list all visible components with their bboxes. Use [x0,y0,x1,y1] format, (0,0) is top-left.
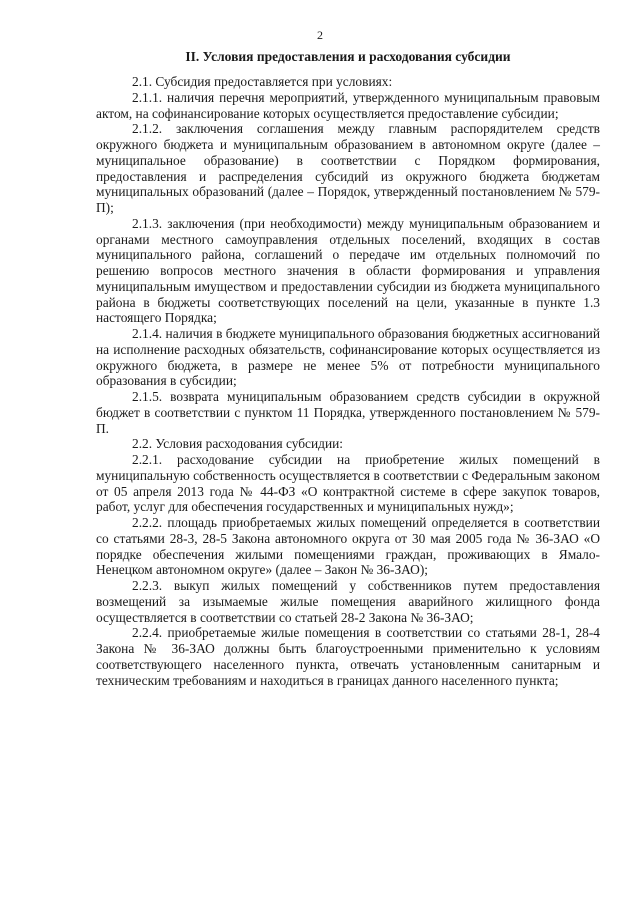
paragraph-2-2-4: 2.2.4. приобретаемые жилые помещения в соответствии со статьями 28-1, 28-4 Закона № 36-ЗАО должны быть благоустроенными применительно к условиям соответствующего населенного пункта, отвечать установленным санитарным и техническим требованиям и находиться в границах данного населенного пункта; [96,625,600,688]
paragraph-2-1-4: 2.1.4. наличия в бюджете муниципального образования бюджетных ассигнований на исполнение расходных обязательств, софинансирование которых осуществляется из окружного бюджета, в размере не менее 5% от потребности муниципального образования в субсидии; [96,326,600,389]
document-body [96,74,600,688]
paragraph-2-2: 2.2. Условия расходования субсидии: [132,436,344,452]
paragraph-2-2-2: 2.2.2. площадь приобретаемых жилых помещений определяется в соответствии со статьями 28-3, 28-5 Закона автономного округа от 30 мая 2005 года № 36-ЗАО «О порядке обеспечения жилыми помещениями граждан, проживающих в Ямало-Ненецком автономном округе» (далее – Закон № 36-ЗАО); [96,515,600,578]
paragraph-2-2-1: 2.2.1. расходование субсидии на приобретение жилых помещений в муниципальную собственность осуществляется в соответствии с Федеральным законом от 05 апреля 2013 года № 44-ФЗ «О контрактной системе в сфере закупок товаров, работ, услуг для обеспечения государственных и муниципальных нужд»; [96,452,600,515]
paragraph-2-1-2: 2.1.2. заключения соглашения между главным распорядителем средств окружного бюджета и муниципальным образованием в автономном округе (далее – муниципальное образование) в соответствии с Порядком формирования, предоставления и распределения субсидий из окружного бюджета бюджетам муниципальных образований (далее – Порядок, утвержденный постановлением № 579-П); [96,121,600,215]
paragraph-2-1-1: 2.1.1. наличия перечня мероприятий, утвержденного муниципальным правовым актом, на софинансирование которых осуществляется предоставление субсидии; [96,89,600,121]
paragraph-2-1: 2.1. Субсидия предоставляется при условиях: [132,74,393,89]
page-number: 2 [317,28,323,42]
section-title: II. Условия предоставления и расходования субсидии [185,49,511,64]
paragraph-2-1-5: 2.1.5. возврата муниципальным образованием средств субсидии в окружной бюджет в соответствии с пунктом 11 Порядка, утвержденного постановлением № 579-П. [96,389,600,436]
paragraph-2-1-3: 2.1.3. заключения (при необходимости) между муниципальным образованием и органами местного самоуправления отдельных поселений, входящих в состав муниципального района, соглашений о передаче им отдельных полномочий по решению вопросов местного значения в области формирования и управления муниципальным имуществом и предоставлении субсидии из бюджета муниципального района в бюджеты соответствующих поселений на цели, указанные в пункте 1.3 настоящего Порядка; [96,215,600,326]
paragraph-2-2-3: 2.2.3. выкуп жилых помещений у собственников путем предоставления возмещений за изымаемые жилые помещения аварийного жилищного фонда осуществляется в соответствии со статьей 28-2 Закона № 36-ЗАО; [96,578,600,625]
